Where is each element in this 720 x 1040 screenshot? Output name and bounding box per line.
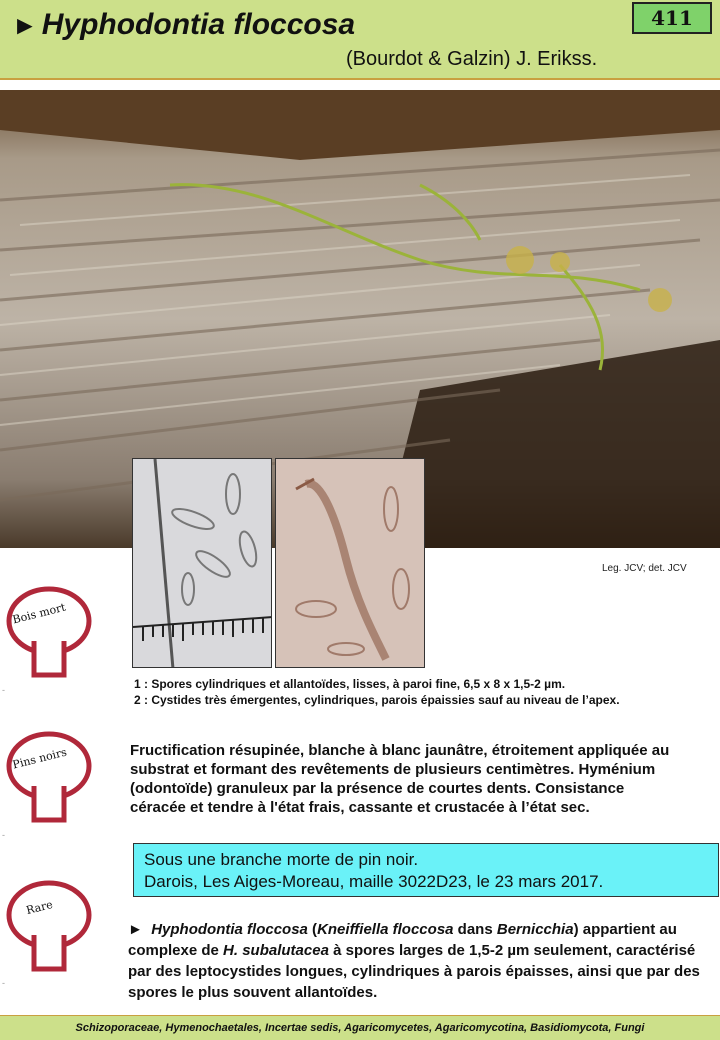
location-box [133, 843, 719, 897]
species-synonym: Kneiffiella floccosa [317, 921, 454, 938]
caption-2: 2 : Cystides très émergentes, cylindriques, parois épaissies sauf au niveau de l’apex. [134, 693, 620, 707]
description-line: Fructification résupinée, blanche à blanc jaunâtre, étroitement appliquée au [130, 742, 670, 759]
genus-name: Bernicchia [496, 921, 574, 938]
arrow-icon: ► [12, 10, 38, 40]
description-line: (odontoïde) granuleux par la présence de courtes dents. Consistance [130, 780, 625, 797]
mushroom-outline-icon [4, 728, 94, 828]
stamp-label: Pins noirs [11, 745, 69, 772]
legend-text: Leg. JCV; det. JCV [602, 563, 687, 574]
location-line-1: Sous une branche morte de pin noir. [144, 850, 419, 869]
divider-mark: - [2, 830, 5, 840]
caption-1: 1 : Spores cylindriques et allantoïdes, lisses, à paroi fine, 6,5 x 8 x 1,5-2 µm. [134, 677, 566, 691]
mushroom-outline-icon [4, 877, 94, 977]
species-name: Hyphodontia floccosa [151, 921, 308, 938]
classification-footer: Schizoporaceae, Hymenochaetales, Incertae sedis, Agaricomycetes, Agaricomycotina, Basidiomycota, Fungi [0, 1015, 720, 1040]
stamp-label: Bois mort [11, 600, 67, 627]
note-text: ( [307, 921, 318, 938]
description [130, 741, 715, 817]
description-line: céracée et tendre à l'état frais, cassante et crustacée à l’état sec. [130, 799, 590, 816]
species-ref: H. subalutacea [223, 942, 329, 959]
mushroom-outline-icon [4, 583, 94, 683]
taxonomy-note [128, 919, 718, 1003]
stamp-rare [4, 877, 94, 977]
location-line-2: Darois, Les Aiges-Moreau, maille 3022D23, le 23 mars 2017. [144, 872, 604, 891]
page-number: 411 [632, 2, 712, 34]
species-name: Hyphodontia floccosa [41, 8, 356, 41]
stamp-label: Rare [24, 897, 55, 918]
stamp-pins-noirs [4, 728, 94, 828]
species-author: (Bourdot & Galzin) J. Erikss. [346, 48, 598, 70]
note-text: dans [453, 921, 497, 938]
header-bar [0, 0, 720, 80]
species-title [12, 8, 355, 42]
micrograph-spores [132, 458, 272, 668]
stamp-bois-mort [4, 583, 94, 683]
note-text: ) [573, 921, 579, 938]
micrograph-cystides [275, 458, 425, 668]
arrow-icon: ► [128, 921, 143, 938]
note-text: appartient au complexe de [128, 921, 677, 959]
divider-mark: - [2, 685, 5, 695]
divider-mark: - [2, 978, 5, 988]
description-line: substrat et formant des revêtements de plusieurs centimètres. Hyménium [130, 761, 656, 778]
note-text: à spores larges de 1,5-2 µm seulement, caractérisé par des leptocystides longues, cylindriques à parois épaisses, ainsi que par des spores le plus souvent allantoïdes. [128, 942, 700, 1001]
